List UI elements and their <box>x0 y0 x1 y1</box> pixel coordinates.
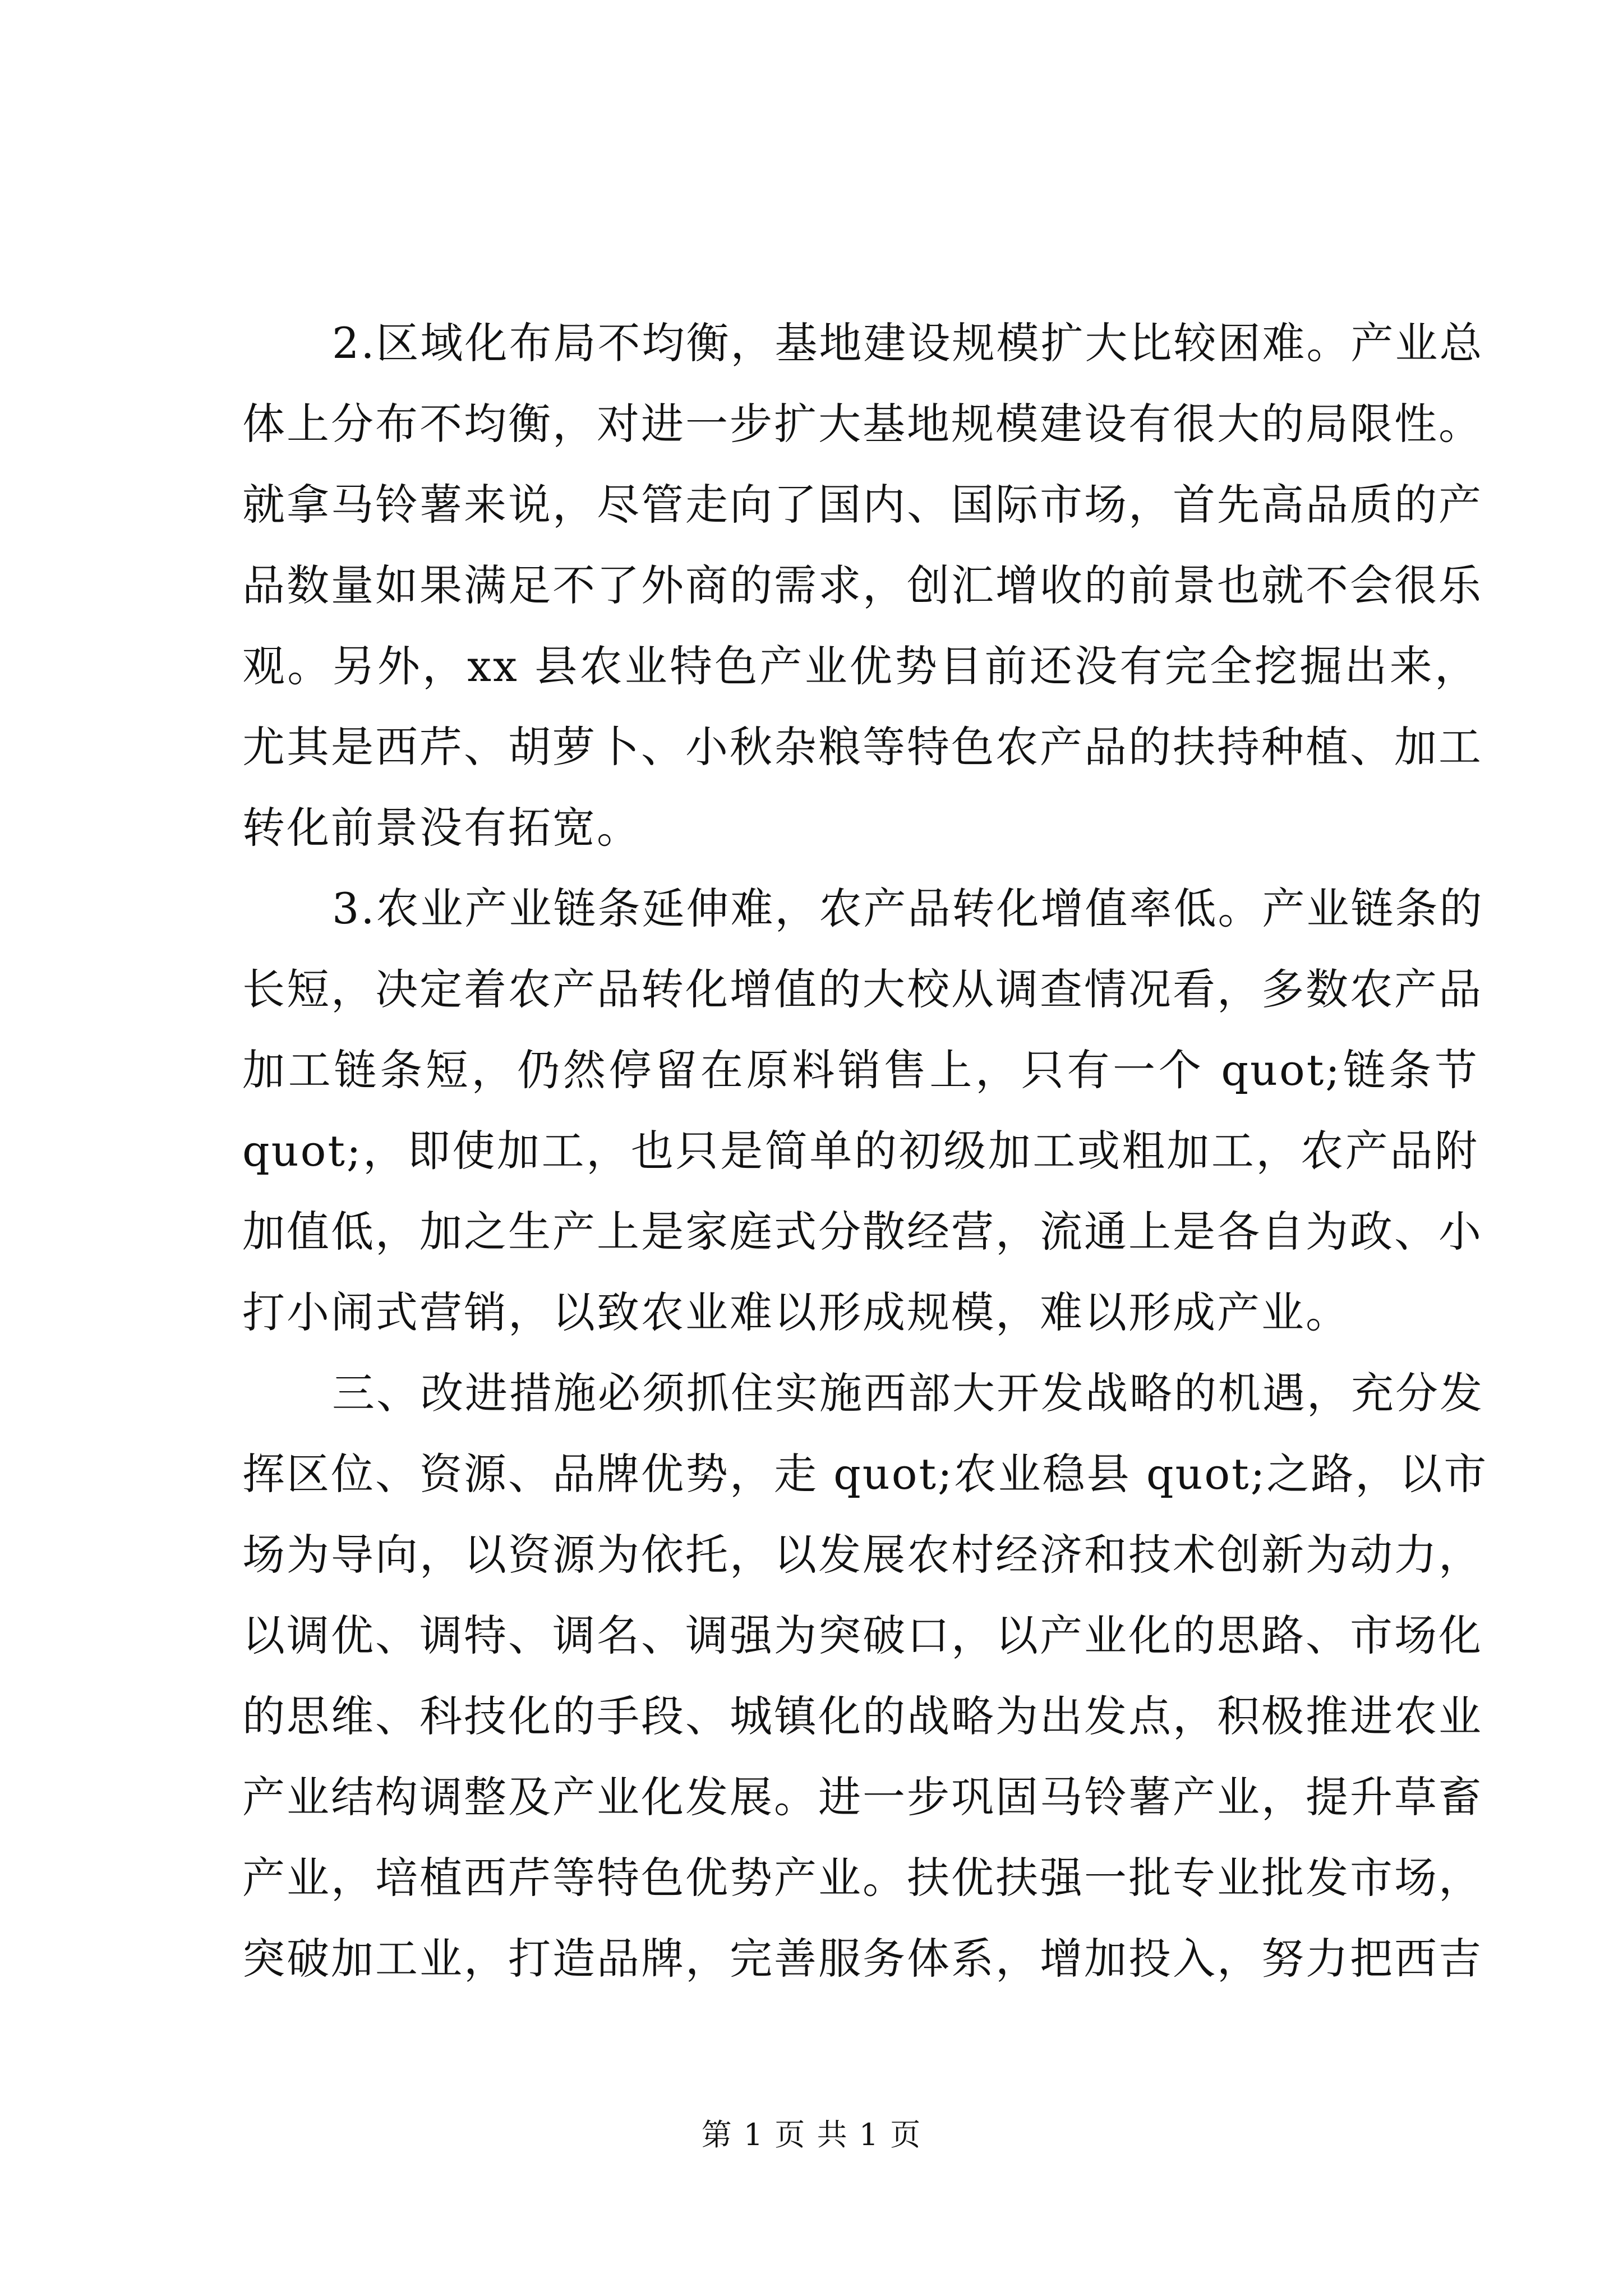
text-line: 加值低，加之生产上是家庭式分散经营，流通上是各自为政、小 <box>242 1207 1483 1257</box>
text-line: 突破加工业，打造品牌，完善服务体系，增加投入，努力把西吉 <box>242 1934 1483 1984</box>
text-line: 的思维、科技化的手段、城镇化的战略为出发点，积极推进农业 <box>242 1691 1483 1741</box>
text-line: 产业，培植西芹等特色优势产业。扶优扶强一批专业批发市场， <box>242 1853 1483 1903</box>
text-line: quot;，即使加工，也只是简单的初级加工或粗加工，农产品附 <box>242 1126 1479 1176</box>
paragraph-regional-layout <box>242 303 1484 868</box>
text-line: 转化前景没有拓宽。 <box>242 803 641 853</box>
text-line: 产业结构调整及产业化发展。进一步巩固马铃薯产业，提升草畜 <box>242 1772 1483 1822</box>
text-line: 以调优、调特、调名、调强为突破口，以产业化的思路、市场化 <box>242 1611 1483 1660</box>
paragraph-improvement-measures <box>242 1353 1488 1999</box>
text-line: 长短，决定着农产品转化增值的大校从调查情况看，多数农产品 <box>242 964 1483 1014</box>
document-body <box>242 303 1488 1999</box>
paragraph-industry-chain <box>242 868 1484 1353</box>
text-line: 场为导向，以资源为依托，以发展农村经济和技术创新为动力， <box>242 1530 1483 1580</box>
text-line: 就拿马铃薯来说，尽管走向了国内、国际市场，首先高品质的产 <box>242 480 1483 530</box>
text-line: 3.农业产业链条延伸难，农产品转化增值率低。产业链条的 <box>332 884 1484 933</box>
text-line: 尤其是西芹、胡萝卜、小秋杂粮等特色农产品的扶持种植、加工 <box>242 722 1483 772</box>
text-line: 打小闹式营销，以致农业难以形成规模，难以形成产业。 <box>242 1287 1350 1337</box>
text-line: 2.区域化布局不均衡，基地建设规模扩大比较困难。产业总 <box>332 318 1484 368</box>
text-line: 挥区位、资源、品牌优势，走 quot;农业稳县 quot;之路，以市 <box>242 1449 1488 1499</box>
text-line: 观。另外，xx 县农业特色产业优势目前还没有完全挖掘出来， <box>242 641 1479 691</box>
text-line: 加工链条短，仍然停留在原料销售上，只有一个 quot;链条节 <box>242 1045 1479 1095</box>
text-line: 品数量如果满足不了外商的需求，创汇增收的前景也就不会很乐 <box>242 560 1483 610</box>
text-line: 三、改进措施必须抓住实施西部大开发战略的机遇，充分发 <box>332 1368 1484 1418</box>
page-footer: 第 1 页 共 1 页 <box>701 2117 922 2152</box>
text-line: 体上分布不均衡，对进一步扩大基地规模建设有很大的局限性。 <box>242 399 1483 449</box>
